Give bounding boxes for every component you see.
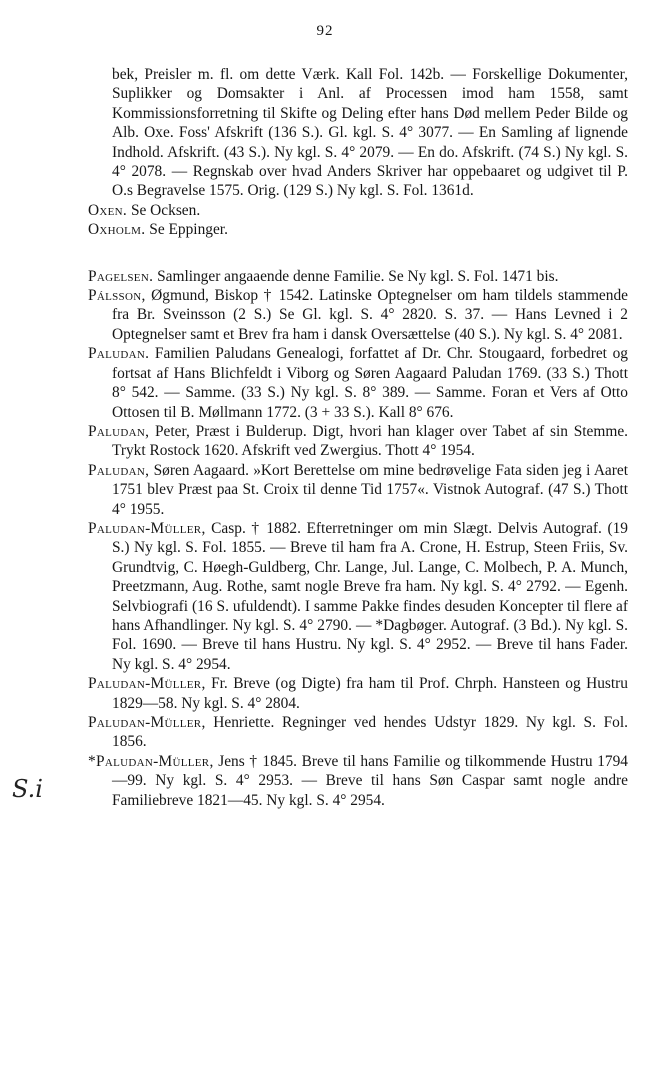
index-entry [88, 461, 628, 519]
entry-name: Paludan-Müller, [88, 675, 206, 693]
entry-name: Paludan. [88, 345, 150, 363]
index-entry [88, 674, 628, 713]
entry-name: Paludan-Müller, [88, 714, 206, 731]
entry-text: Søren Aagaard. »Kort Berettelse om mine bedrøvelige Fata siden jeg i Aaret 1751 blev Præst paa St. Croix til denne Tid 1757«. Vistnok Autograf. (47 S.) Thott 4° 1955. [112, 461, 628, 518]
entry-name: Pálsson, [88, 287, 146, 305]
index-entry [88, 220, 628, 239]
section-gap [88, 240, 628, 267]
entry-name: Paludan, [88, 422, 150, 440]
entry-name: *Paludan-Müller, [88, 752, 214, 770]
entry-text: bek, Preisler m. fl. om dette Værk. Kall Fol. 142b. — Forskellige Dokumenter, Suplikker og Domsakter i Anl. af Processen imod ham 1558, samt Kommissionsforretning til Skifte og Deling efter hans Død mellem Peder Bilde og Alb. Oxe. Foss' Afskrift (136 S.). Gl. kgl. S. 4° 3077. — En Samling af lignende Indhold. Afskrift. (43 S.). Ny kgl. S. 4° 2079. — En do. Afskrift. (74 S.) Ny kgl. S. 4° 2078. — Regnskab over hvad Anders Skriver har oppebaaret og udgivet til P. O.s Begravelse 1575. Orig. (129 S.) Ny kgl. S. Fol. 1361d. [112, 66, 628, 200]
entry-text: Øgmund, Biskop † 1542. Latinske Optegnelser om ham tildels stammende fra Br. Sveinsson (2 S.) Se Gl. kgl. S. 4° 2820. S. 37. — Hans Levned i 2 Optegnelser samt et Brev fra ham i dansk Oversættelse (40 S.). Ny kgl. S. 4° 2081. [112, 287, 628, 343]
entry-text: Familien Paludans Genealogi, forfattet af Dr. Chr. Stougaard, forbedret og fortsat af Hans Blichfeldt i Viborg og Søren Aagaard Paludan 1769. (33 S.) Thott 8° 542. — Samme. (33 S.) Ny kgl. S. 8° 389. — Samme. Foran et Vers af Otto Ottosen til B. Møllmann 1772. (3 + 33 S.). Kall 8° 676. [112, 345, 628, 421]
entry-text: Jens † 1845. Breve til hans Familie og tilkommende Hustru 1794—99. Ny kgl. S. 4° 2953. — Breve til hans Søn Caspar samt nogle andre Familiebreve 1821—45. Ny kgl. S. 4° 2954. [112, 752, 628, 809]
entry-name: Paludan, [88, 461, 150, 479]
page-number: 92 [316, 23, 334, 39]
entry-text: Peter, Præst i Bulderup. Digt, hvori han klager over Tabet af sin Stemme. Trykt Rostock 1620. Afskrift ved Zwergius. Thott 4° 1954. [112, 422, 628, 460]
entry-text: Samlinger angaaende denne Familie. Se Ny kgl. S. Fol. 1471 bis. [157, 267, 559, 285]
entry-name: Pagelsen. [88, 267, 154, 285]
entry-text: Se Ocksen. [130, 201, 201, 219]
index-entry [88, 713, 628, 752]
entry-text: Casp. † 1882. Efterretninger om min Slægt. Delvis Autograf. (19 S.) Ny kgl. S. Fol. 1855. — Breve til ham fra A. Crone, H. Estrup, Steen Friis, Sv. Grundtvig, C. Høegh-Guldberg, Chr. Lange, Jul. Lange, C. Molbech, P. A. Munch, Preetzmann, Aug. Rothe, samt nogle Breve fra ham. Ny kgl. S. 4° 2792. — Egenh. Selvbiografi (16 S. ufuldendt). I samme Pakke findes desuden Koncepter til flere af hans Afhandlinger. Ny kgl. S. 4° 2790. — *Dagbøger. Autograf. (3 Bd.). Ny kgl. S. Fol. 1690. — Breve til hans Hustru. Ny kgl. S. 4° 2952. — Breve til hans Fader. Ny kgl. S. 4° 2954. [112, 519, 628, 673]
index-entry [88, 267, 628, 286]
entry-text: Fr. Breve (og Digte) fra ham til Prof. Chrph. Hansteen og Hustru 1829—58. Ny kgl. S. 4° 2804. [112, 675, 628, 712]
entry-name: Paludan-Müller, [88, 519, 206, 537]
index-entry [88, 422, 628, 461]
margin-annotation: S.i [12, 775, 43, 803]
index-entry [88, 65, 628, 201]
index-entry [88, 201, 628, 220]
entry-text: Se Eppinger. [149, 221, 228, 239]
index-entries [88, 65, 628, 810]
index-entry [88, 519, 628, 674]
entry-name: Oxen. [88, 201, 128, 219]
entry-text: Henriette. Regninger ved hendes Udstyr 1829. Ny kgl. S. Fol. 1856. [112, 714, 629, 751]
entry-name: Oxholm. [88, 221, 146, 239]
index-entry [88, 752, 628, 810]
index-entry [88, 344, 628, 422]
index-entry [88, 286, 628, 344]
